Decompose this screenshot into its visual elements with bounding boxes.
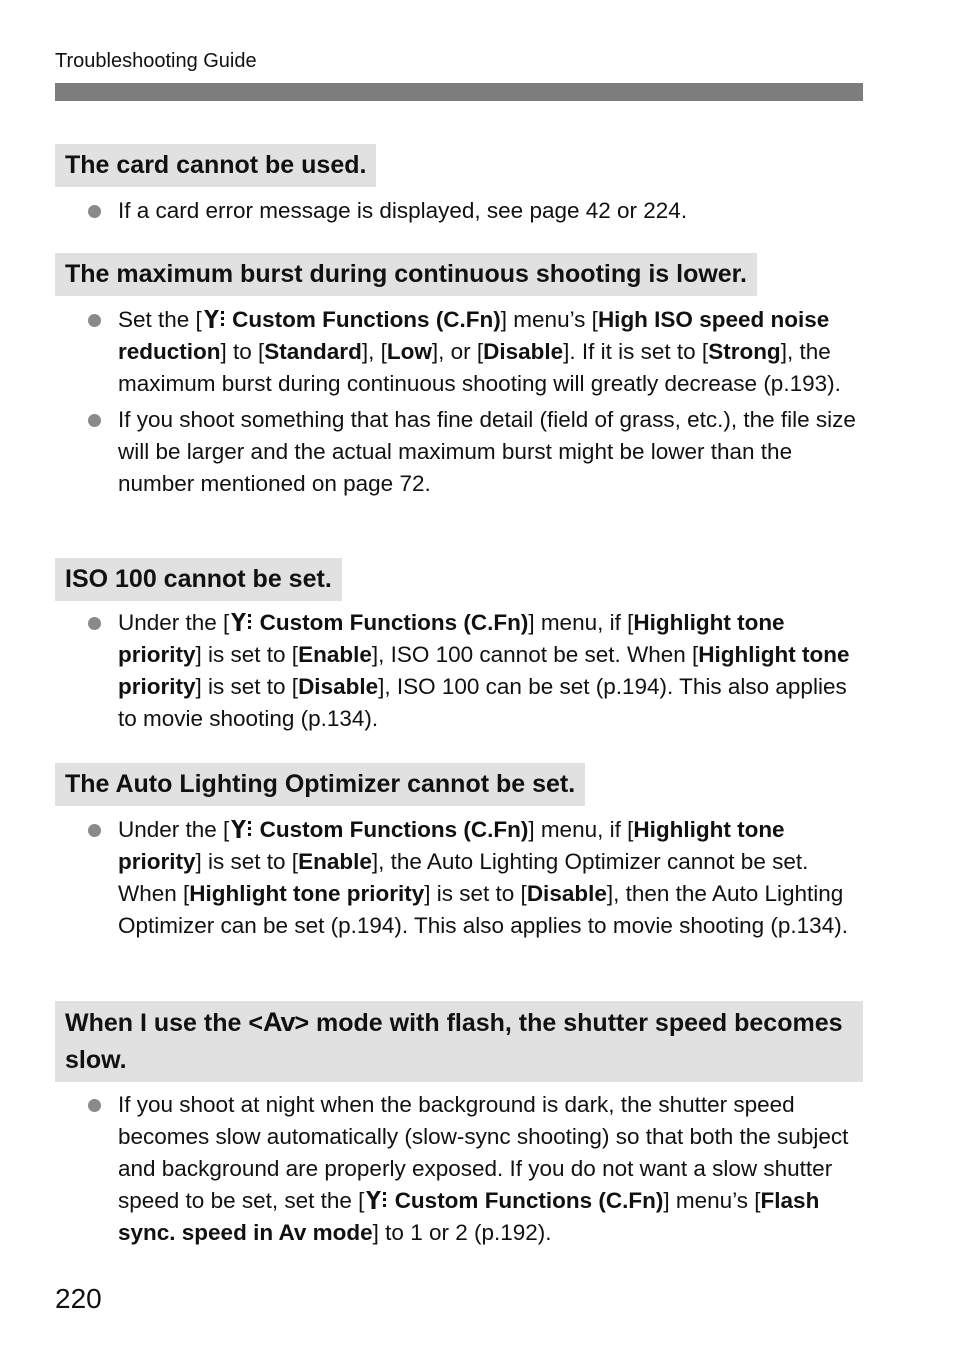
bullet-item xyxy=(55,1089,863,1249)
text: ], or [ xyxy=(431,339,484,364)
cfn-menu-label: Custom Functions (C.Fn) xyxy=(394,1188,664,1213)
bullet-list xyxy=(55,1089,863,1249)
header-rule xyxy=(55,83,863,101)
text: ]. If it is set to [ xyxy=(563,339,709,364)
section-card-cannot-be-used xyxy=(55,144,863,227)
option-name: Enable xyxy=(298,642,372,667)
section-title: ISO 100 cannot be set. xyxy=(55,558,342,601)
setting-name: Highlight tone priority xyxy=(118,610,785,667)
text: ] menu, if [ xyxy=(528,817,634,842)
section-title: The maximum burst during continuous shooting is lower. xyxy=(55,253,757,296)
option-name: Strong xyxy=(708,339,781,364)
text: ] menu’s [ xyxy=(500,307,598,332)
text: ], [ xyxy=(361,339,387,364)
text: Under the [ xyxy=(118,817,230,842)
text: ] menu, if [ xyxy=(528,610,634,635)
bullet-list xyxy=(55,195,863,227)
option-name: Disable xyxy=(526,881,607,906)
text: If you shoot at night when the background is dark, the shutter speed becomes slow automatically (slow-sync shooting) so that both the subject and background are properly exposed. If you do not want a slow shutter speed to be set, set the [ xyxy=(118,1092,849,1213)
text: Under the [ xyxy=(118,610,230,635)
bullet-text: If you shoot something that has fine detail (field of grass, etc.), the file size will be larger and the actual maximum burst might be lower than the number mentioned on page 72. xyxy=(118,407,856,496)
running-head: Troubleshooting Guide xyxy=(55,50,257,72)
title-text: > mode with flash, the shutter speed becomes slow. xyxy=(65,1009,843,1074)
bullet-text: If a card error message is displayed, see page 42 or 224. xyxy=(118,198,688,223)
setting-name: Highlight tone priority xyxy=(189,881,425,906)
text: ] to 1 or 2 (p.192). xyxy=(372,1220,552,1245)
text: ] to [ xyxy=(220,339,265,364)
text: Set the [ xyxy=(118,307,202,332)
section-title: The Auto Lighting Optimizer cannot be set. xyxy=(55,763,585,806)
option-name: Enable xyxy=(298,849,372,874)
cfn-menu-label: Custom Functions (C.Fn) xyxy=(259,817,529,842)
option-name: Disable xyxy=(298,674,379,699)
text: ] is set to [ xyxy=(195,849,299,874)
setting-name: Flash sync. speed in Av mode xyxy=(118,1188,820,1245)
bullet-list xyxy=(55,607,863,735)
bullet-item xyxy=(55,195,863,227)
section-max-burst-lower xyxy=(55,253,863,500)
text: ] is set to [ xyxy=(195,642,299,667)
text: ], then the Auto Lighting Optimizer can be set (p.194). This also applies to movie shooting (p.134). xyxy=(118,881,848,938)
section-title: The card cannot be used. xyxy=(55,144,376,187)
text: ], ISO 100 can be set (p.194). This also applies to movie shooting (p.134). xyxy=(118,674,847,731)
bullet-item xyxy=(55,814,863,942)
section-av-flash-slow-shutter xyxy=(55,1001,863,1249)
text: ] is set to [ xyxy=(195,674,299,699)
section-iso-100-cannot-be-set xyxy=(55,558,863,735)
section-title xyxy=(55,1001,863,1082)
setting-name: Highlight tone priority xyxy=(118,817,785,874)
section-alo-cannot-be-set xyxy=(55,763,863,942)
title-text: When I use the < xyxy=(65,1009,263,1037)
bullet-list xyxy=(55,814,863,942)
text: ], ISO 100 cannot be set. When [ xyxy=(371,642,699,667)
bullet-list xyxy=(55,304,863,500)
custom-function-wrench-icon xyxy=(364,1190,388,1210)
custom-function-wrench-icon xyxy=(202,309,226,329)
text: ] is set to [ xyxy=(424,881,527,906)
option-name: Disable xyxy=(483,339,564,364)
setting-name: Highlight tone priority xyxy=(118,642,850,699)
option-name: Standard xyxy=(264,339,362,364)
option-name: Low xyxy=(386,339,432,364)
page-number: 220 xyxy=(55,1283,102,1314)
av-mode-glyph: Av xyxy=(262,1007,295,1037)
text: ], the Auto Lighting Optimizer cannot be set. When [ xyxy=(118,849,809,906)
text: ] menu’s [ xyxy=(663,1188,761,1213)
text: ], the maximum burst during continuous shooting will greatly decrease (p.193). xyxy=(118,339,841,396)
cfn-menu-label: Custom Functions (C.Fn) xyxy=(232,307,501,332)
cfn-menu-label: Custom Functions (C.Fn) xyxy=(259,610,529,635)
bullet-item xyxy=(55,404,863,500)
custom-function-wrench-icon xyxy=(229,612,253,632)
bullet-item xyxy=(55,607,863,735)
setting-name: High ISO speed noise reduction xyxy=(118,307,830,364)
bullet-item xyxy=(55,304,863,400)
custom-function-wrench-icon xyxy=(229,819,253,839)
